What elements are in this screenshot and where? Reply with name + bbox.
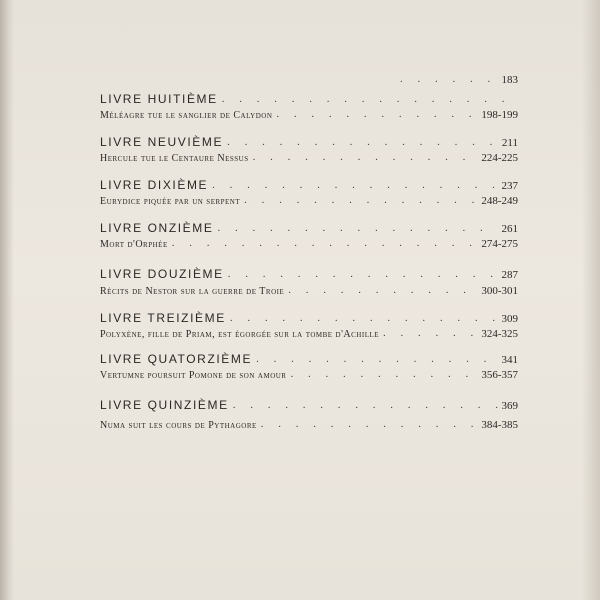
- page-number: 183: [501, 74, 518, 86]
- book-title: LIVRE ONZIÈME: [100, 221, 214, 235]
- book-title: LIVRE QUINZIÈME: [100, 398, 229, 412]
- page-number: 248-249: [481, 195, 518, 207]
- dot-leader: [233, 399, 498, 411]
- page-number: 309: [501, 313, 518, 325]
- book-title: LIVRE DOUZIÈME: [100, 267, 224, 281]
- dot-leader: [222, 93, 514, 105]
- toc-book-subtitle-row: [100, 369, 518, 387]
- dot-leader: [261, 418, 478, 430]
- page-number: 356-357: [481, 369, 518, 381]
- page-number: 341: [501, 354, 518, 366]
- page-number: 261: [501, 223, 518, 235]
- page-number: 287: [501, 269, 518, 281]
- page-number: 384-385: [481, 419, 518, 431]
- book-title: LIVRE NEUVIÈME: [100, 135, 224, 149]
- dot-leader: [288, 284, 477, 296]
- toc-book-title-row: [100, 398, 518, 416]
- page-gutter-shadow: [0, 0, 14, 600]
- book-title: LIVRE TREIZIÈME: [100, 311, 226, 325]
- page-number: 274-275: [481, 238, 518, 250]
- toc-book-subtitle-row: [100, 328, 518, 346]
- book-title: LIVRE DIXIÈME: [100, 178, 209, 192]
- dot-leader: [256, 353, 497, 365]
- page-number: 369: [501, 400, 518, 412]
- dot-leader: [230, 312, 498, 324]
- toc-book-subtitle-row: [100, 195, 518, 213]
- illustration-caption: Numa suit les cours de Pythagore: [100, 420, 257, 431]
- illustration-caption: Mort d'Orphée: [100, 239, 168, 250]
- page-edge-shadow: [582, 0, 600, 600]
- book-title: LIVRE QUATORZIÈME: [100, 352, 253, 366]
- dot-leader: [228, 268, 498, 280]
- page-number: 324-325: [481, 328, 518, 340]
- dot-leader: [244, 194, 477, 206]
- toc-book-subtitle-row: [100, 419, 518, 437]
- illustration-caption: Méléagre tue le sanglier de Calydon: [100, 110, 273, 121]
- dot-leader: [276, 108, 477, 120]
- dot-leader: [290, 368, 477, 380]
- page-number: 198-199: [481, 109, 518, 121]
- dot-leader: [227, 136, 498, 148]
- dot-leader: [172, 237, 478, 249]
- dot-leader: [253, 151, 478, 163]
- dot-leader: [212, 179, 497, 191]
- toc-top-entry: [100, 74, 518, 92]
- illustration-caption: Hercule tue le Centaure Nessus: [100, 153, 249, 164]
- toc-book-subtitle-row: [100, 238, 518, 256]
- toc-book-title-row: [100, 267, 518, 285]
- illustration-caption: Eurydice piquée par un serpent: [100, 196, 241, 207]
- dot-leader: [217, 222, 497, 234]
- dot-leader: [383, 327, 477, 339]
- page-number: 300-301: [481, 285, 518, 297]
- dot-leader: [400, 73, 498, 85]
- illustration-caption: Polyxène, fille de Priam, est égorgée sur la tombe d'Achille: [100, 329, 380, 340]
- toc-book-subtitle-row: [100, 285, 518, 303]
- toc-book-subtitle-row: [100, 152, 518, 170]
- page-number: 211: [501, 137, 518, 149]
- page-number: 224-225: [481, 152, 518, 164]
- toc-book-subtitle-row: [100, 109, 518, 127]
- illustration-caption: Récits de Nestor sur la guerre de Troie: [100, 286, 285, 297]
- page-number: 237: [501, 180, 518, 192]
- illustration-caption: Vertumne poursuit Pomone de son amour: [100, 370, 287, 381]
- book-title: LIVRE HUITIÈME: [100, 92, 218, 106]
